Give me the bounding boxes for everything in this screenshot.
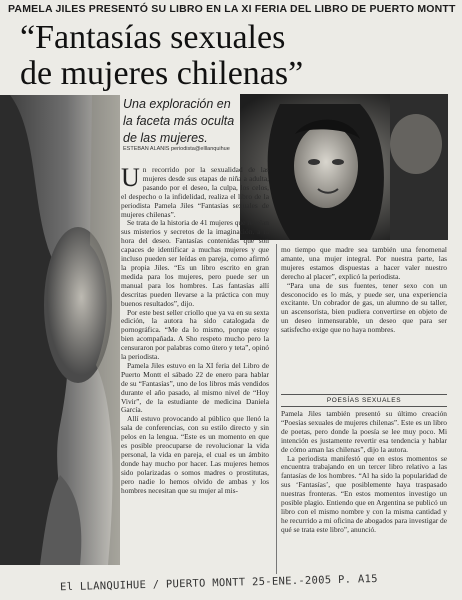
paragraph: mo tiempo que madre sea también una fenomenal amante, una mujer integral. Por nuestra parte, las mujeres estamos dispuestas a hacer valer nuestro derecho al placer”, explicó la periodista. xyxy=(281,246,447,281)
paragraph: n recorrido por la sexualidad de las mujeres desde sus etapas de niña a adulta, pasando por el deseo, la culpa, los celos, el despecho o la infidelidad, realiza el libro de la periodista Pamela Jiles “Fantasías sexuales de mujeres chilenas”. xyxy=(121,166,269,219)
paragraph: Pamela Jiles también presentó su último creación “Poesías sexuales de mujeres chilenas”. Este es un libro de poetas, pero donde la poesía se lee muy poco. Mi intención es justamente revertir esa tendencia y hablar de cómo aman las chilenas”, dijo la autora. xyxy=(281,410,447,454)
author-photo xyxy=(240,94,448,240)
handwritten-source-note: El LLANQUIHUE / PUERTO MONTT 25-ENE.-2005 P. A15 xyxy=(59,572,378,594)
byline: ESTEBAN ALANIS periodista@elllanquihue xyxy=(123,146,230,152)
article-column-left xyxy=(121,166,269,574)
paragraph: La periodista manifestó que en estos momentos se encuentra trabajando en un tercer libro relativo a las fantasías de los hombres. “Al ha sido la popularidad de sus ‘Fantasías’, que posiblemente haya traspasado nuestras fronteras. “En estos momentos investigo un posible plagio. Entiendo que en Argentina se publicó un libro con el mismo nombre y con la misma cantidad y he recurrido a mi oficina de abogados para investigar de qué se trata este libro”, anunció. xyxy=(281,453,447,534)
headline xyxy=(20,20,440,92)
section-heading: POESÍAS SEXUALES xyxy=(281,394,447,407)
paragraph: “Para una de sus fuentes, tener sexo con un desconocido es lo más, y puede ser, una experiencia excitante. Un cobrador de gas, un alumno de su taller, un ascensorista, bien pudiera convertirse en objeto de un deseo inmensurable, un deseo que para ser satisfecho exige que no haya nombres. xyxy=(281,280,447,335)
column-divider xyxy=(276,244,277,574)
article-column-right-lower xyxy=(281,410,447,574)
paragraph: Pamela Jiles estuvo en la XI feria del Libro de Puerto Montt el sábado 22 de enero para hablar de su “Fantasías”, uno de los libros más vendidos durante el año pasado, al mismo nivel de “Hoy Vivir”, de la estudiante de medicina Daniela García. xyxy=(121,360,269,415)
paragraph: Allí estuvo provocando al público que llenó la sala de conferencias, con su estilo directo y sin pelos en la lengua. “Este es un momento en que es posible preocuparse de revolucionar la vida personal, la vida en pareja, el cual es un ámbito donde hay mucho por hacer. Las mujeres hemos sido polarizadas o somos madres o prostitutas, pero nadie lo hemos olvido de ambas y los hombres necesitan que su mujer al mis- xyxy=(121,414,269,495)
left-portrait-photo xyxy=(0,95,120,565)
paragraph: Se trata de la historia de 41 mujeres que revelan sus misterios y secretos de la imaginación, a la hora del deseo. Fantasías contenidas que son capaces de identificar a muchas mujeres y que incluso pueden ser leídas en pareja, como afirmó la propia Jiles. “Es un libro escrito en gran medida para los mujeres, pero puede ser un manual para los hombres. Las fantasías allí descritas pueden llevarse a la práctica con muy buenos resultados”, dijo. xyxy=(121,218,269,308)
headline-line-1: “Fantasías sexuales xyxy=(20,19,286,56)
headline-line-2: de mujeres chilenas” xyxy=(20,55,304,92)
dropcap: U xyxy=(121,166,140,192)
kicker: PAMELA JILES PRESENTÓ SU LIBRO EN LA XI FERIA DEL LIBRO DE PUERTO MONTT xyxy=(8,3,456,15)
paragraph: Por este best seller criollo que ya va en su sexta edición, la autora ha sido catalogada de pornográfica. “Me da lo mismo, porque estoy bien acompañada. A Sho respeto mucho pero la censuraron por palabras como útero y teta”, opinó la periodista. xyxy=(121,307,269,362)
article-column-right xyxy=(281,246,447,392)
subheadline: Una exploración en la faceta más oculta de las mujeres. xyxy=(123,97,235,145)
